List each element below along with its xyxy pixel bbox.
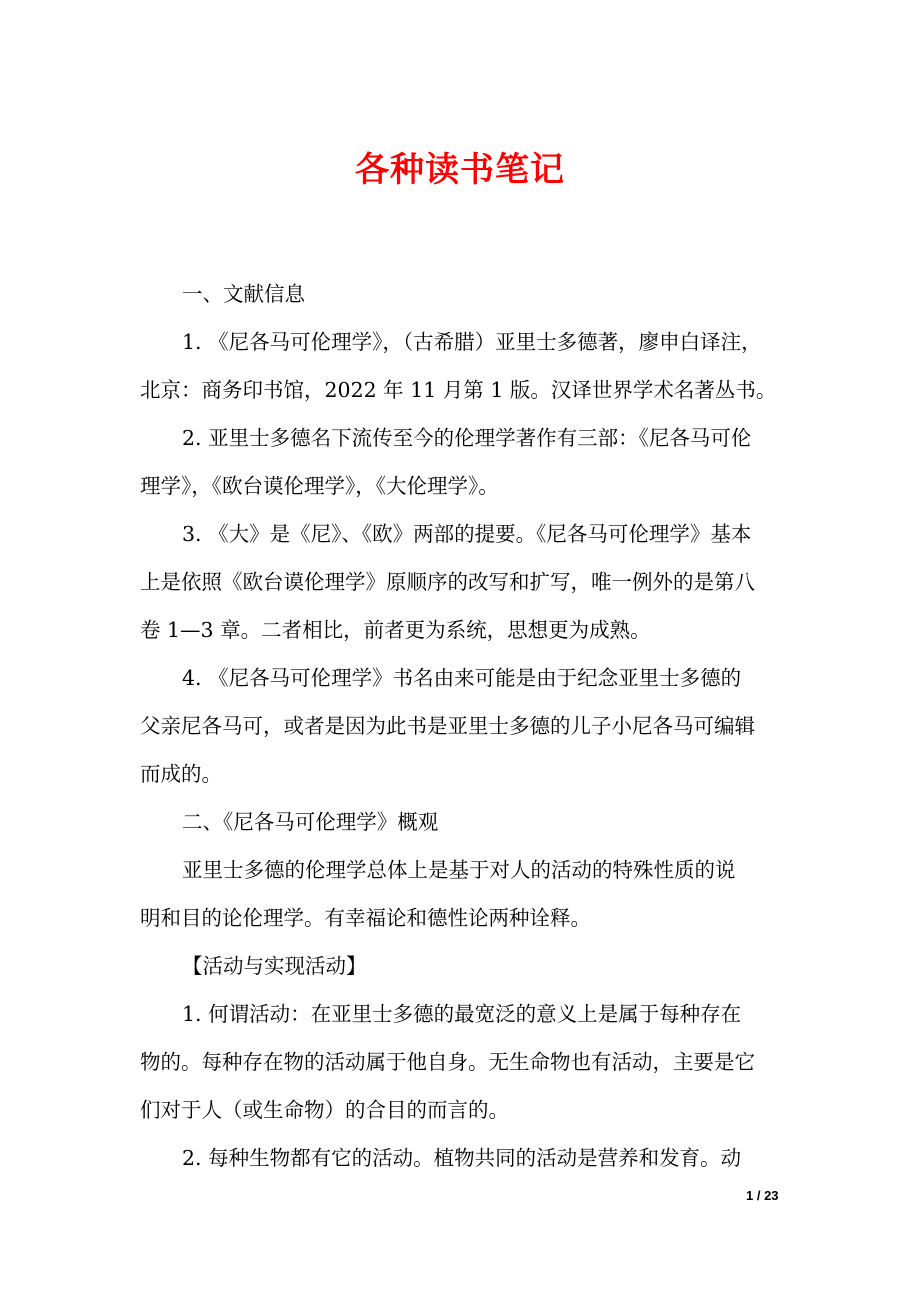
text-line: 而成的。 — [140, 762, 222, 786]
paragraph — [140, 854, 790, 950]
paragraph — [140, 998, 790, 1142]
paragraph — [140, 518, 790, 662]
text-line: 们对于人（或生命物）的合目的而言的。 — [140, 1098, 509, 1122]
text-line: 父亲尼各马可，或者是因为此书是亚里士多德的儿子小尼各马可编辑 — [140, 714, 755, 738]
text-line: 上是依照《欧台谟伦理学》原顺序的改写和扩写，唯一例外的是第八 — [140, 570, 755, 594]
paragraph — [140, 806, 790, 854]
document-title: 各种读书笔记 — [355, 150, 565, 190]
text-line: 3. 《大》是《尼》、《欧》两部的提要。《尼各马可伦理学》基本 — [182, 522, 752, 546]
text-line: 北京：商务印书馆，2022 年 11 月第 1 版。汉译世界学术名著丛书。 — [140, 378, 777, 402]
text-line: 物的。每种存在物的活动属于他自身。无生命物也有活动，主要是它 — [140, 1050, 755, 1074]
text-line: 1. 何谓活动：在亚里士多德的最宽泛的意义上是属于每种存在 — [182, 1002, 742, 1026]
paragraph — [140, 326, 790, 422]
paragraph — [140, 1142, 790, 1190]
text-line: 理学》，《欧台谟伦理学》，《大伦理学》。 — [140, 474, 499, 498]
paragraph — [140, 662, 790, 806]
paragraph — [140, 950, 790, 998]
text-line: 一、文献信息 — [182, 282, 305, 306]
page-number: 1 / 23 — [746, 1188, 779, 1203]
text-line: 【活动与实现活动】 — [182, 954, 367, 978]
text-line: 2. 每种生物都有它的活动。植物共同的活动是营养和发育。动 — [182, 1146, 742, 1170]
paragraph — [140, 278, 790, 326]
text-line: 4. 《尼各马可伦理学》书名由来可能是由于纪念亚里士多德的 — [182, 666, 742, 690]
text-line: 1. 《尼各马可伦理学》，（古希腊）亚里士多德著，廖申白译注， — [182, 330, 762, 354]
text-line: 二、《尼各马可伦理学》概观 — [182, 810, 439, 834]
text-line: 亚里士多德的伦理学总体上是基于对人的活动的特殊性质的说 — [182, 858, 736, 882]
text-line: 明和目的论伦理学。有幸福论和德性论两种诠释。 — [140, 906, 591, 930]
text-line: 卷 1—3 章。二者相比，前者更为系统，思想更为成熟。 — [140, 618, 651, 642]
paragraph — [140, 422, 790, 518]
document-body — [140, 278, 790, 1190]
text-line: 2. 亚里士多德名下流传至今的伦理学著作有三部：《尼各马可伦 — [182, 426, 752, 450]
